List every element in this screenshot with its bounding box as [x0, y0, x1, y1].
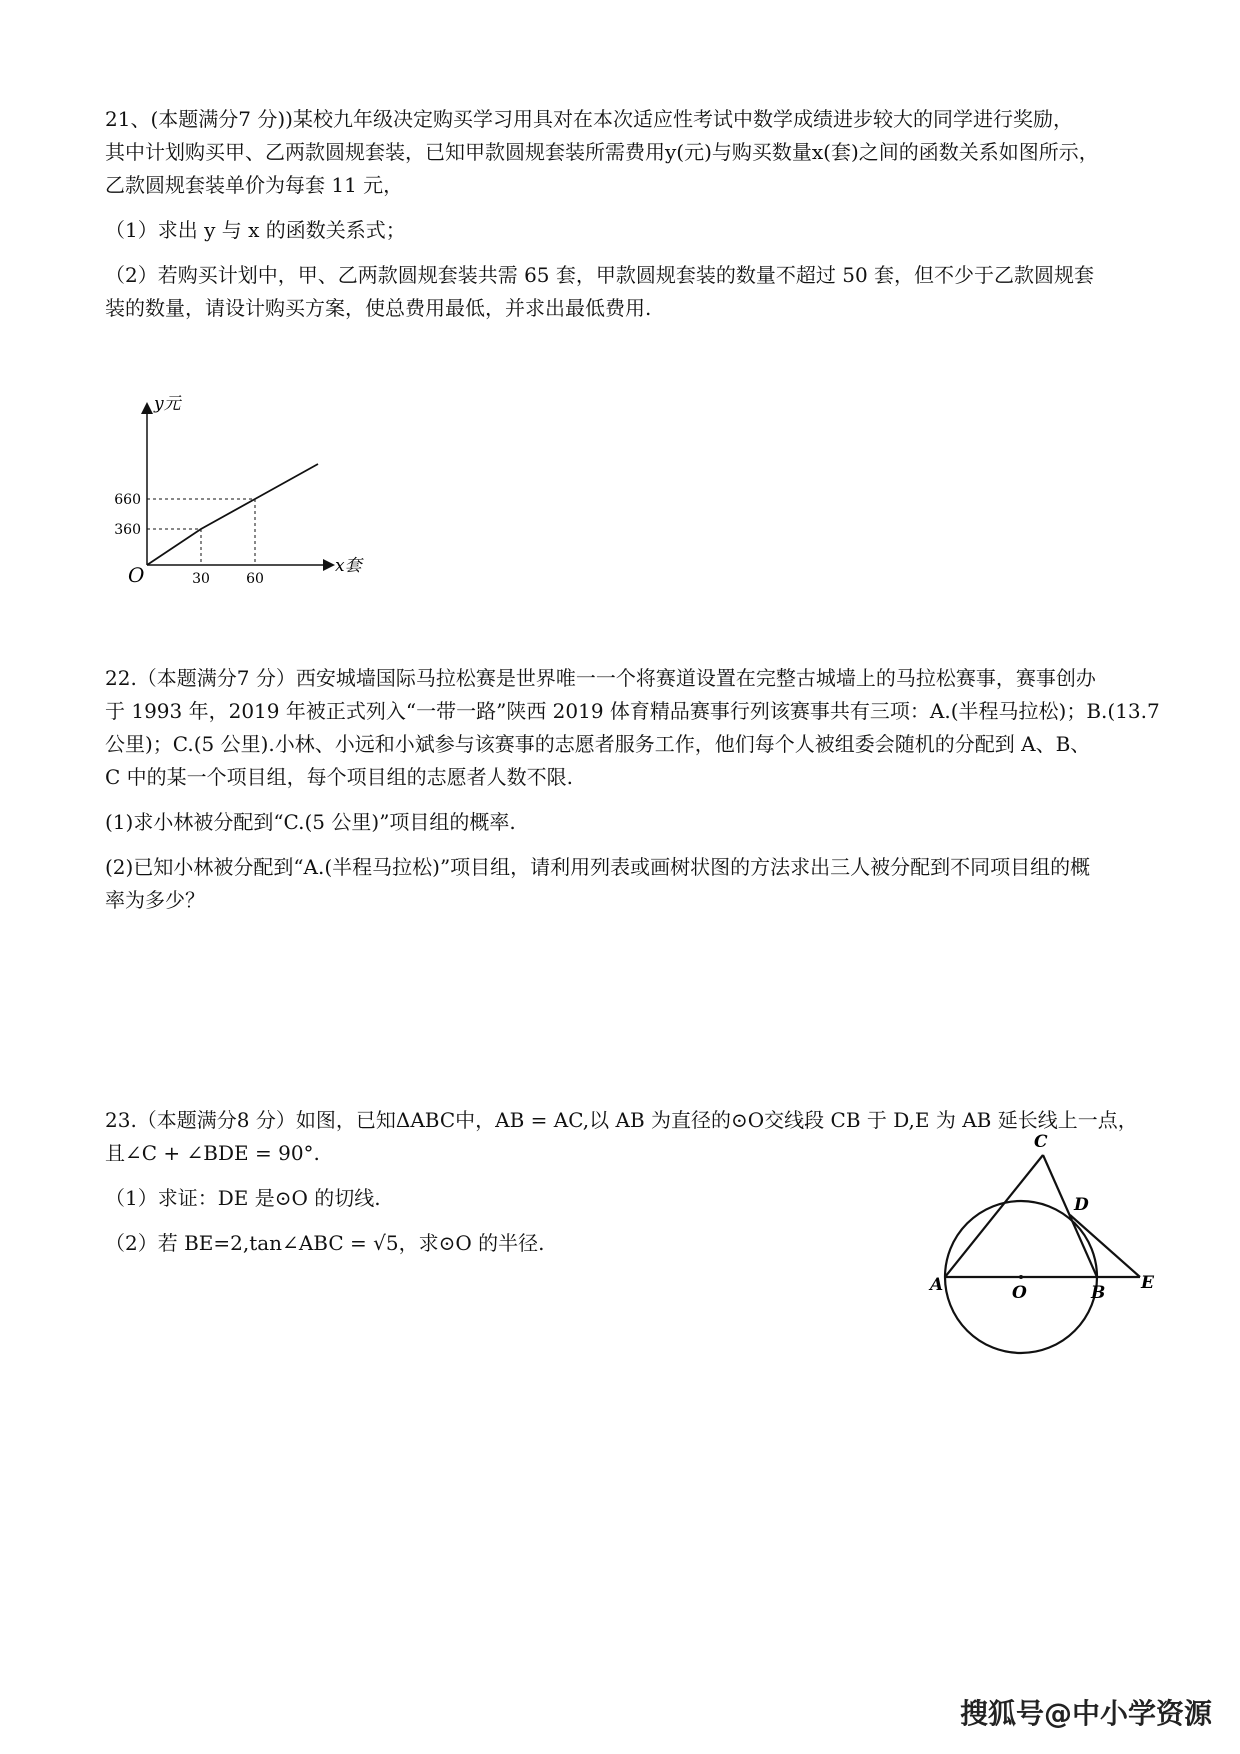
q21-part-2-line-1: （2）若购买计划中，甲、乙两款圆规套装共需 65 套，甲款圆规套装的数量不超过 50 套，但不少于乙款圆规套	[105, 263, 1095, 287]
q21-line-3: 乙款圆规套装单价为每套 11 元，	[105, 173, 404, 197]
q21-line-2: 其中计划购买甲、乙两款圆规套装，已知甲款圆规套装所需费用y(元)与购买数量x(套)之间的函数关系如图所示，	[105, 140, 1099, 164]
origin-label: O	[128, 563, 145, 587]
y-axis-label: y元	[154, 394, 181, 414]
label-c: C	[1034, 1132, 1048, 1152]
label-a: A	[930, 1275, 944, 1295]
center-dot-o	[1019, 1275, 1023, 1279]
label-o: O	[1012, 1283, 1027, 1303]
q22-part-1: (1)求小林被分配到“C.(5 公里)”项目组的概率.	[105, 810, 516, 834]
q23-line-2: 且∠C + ∠BDE = 90°.	[105, 1141, 320, 1165]
q23-line-1: 23.（本题满分8 分）如图，已知ΔABC中，AB = AC,以 AB 为直径的⊙O交线段 CB 于 D,E 为 AB 延长线上一点，	[105, 1108, 1138, 1132]
x-tick-label-60: 60	[246, 571, 264, 587]
x-tick-label-30: 30	[192, 571, 210, 587]
q21-line-1: 21、(本题满分7 分))某校九年级决定购买学习用具对在本次适应性考试中数学成绩进步较大的同学进行奖励，	[105, 107, 1073, 131]
question-22	[105, 662, 1165, 917]
label-d: D	[1074, 1195, 1089, 1215]
q22-line-2: 于 1993 年，2019 年被正式列入“一带一路”陕西 2019 体育精品赛事行列该赛事共有三项：A.(半程马拉松)；B.(13.7	[105, 699, 1160, 723]
q22-line-4: C 中的某一个项目组，每个项目组的志愿者人数不限.	[105, 765, 574, 789]
question-21	[105, 103, 1165, 325]
label-e: E	[1141, 1273, 1154, 1293]
q21-part-1: （1）求出 y 与 x 的函数关系式；	[105, 218, 406, 242]
segment-ac	[945, 1155, 1043, 1277]
y-tick-label-660: 660	[114, 492, 141, 508]
y-tick-label-360: 360	[114, 522, 141, 538]
watermark: 搜狐号@中小学资源	[959, 1697, 1212, 1730]
cost-function-graph	[100, 385, 390, 590]
q22-part-2-line-1: (2)已知小林被分配到“A.(半程马拉松)”项目组，请利用列表或画树状图的方法求出三人被分配到不同项目组的概	[105, 855, 1091, 879]
label-b: B	[1091, 1283, 1106, 1303]
circle-triangle-figure	[925, 1130, 1175, 1370]
q22-part-2-line-2: 率为多少？	[105, 888, 205, 912]
x-axis-label: x套	[335, 556, 362, 576]
q23-part-2: （2）若 BE=2,tan∠ABC = √5，求⊙O 的半径.	[105, 1231, 545, 1255]
q22-line-1: 22.（本题满分7 分）西安城墙国际马拉松赛是世界唯一一个将赛道设置在完整古城墙上的马拉松赛事，赛事创办	[105, 666, 1096, 690]
q23-part-1: （1）求证：DE 是⊙O 的切线.	[105, 1186, 381, 1210]
series-line	[147, 464, 318, 565]
segment-de	[1070, 1215, 1140, 1277]
q21-part-2-line-2: 装的数量，请设计购买方案，使总费用最低，并求出最低费用.	[105, 296, 652, 320]
q22-line-3: 公里)；C.(5 公里).小林、小远和小斌参与该赛事的志愿者服务工作，他们每个人被组委会随机的分配到 A、B、	[105, 732, 1091, 756]
